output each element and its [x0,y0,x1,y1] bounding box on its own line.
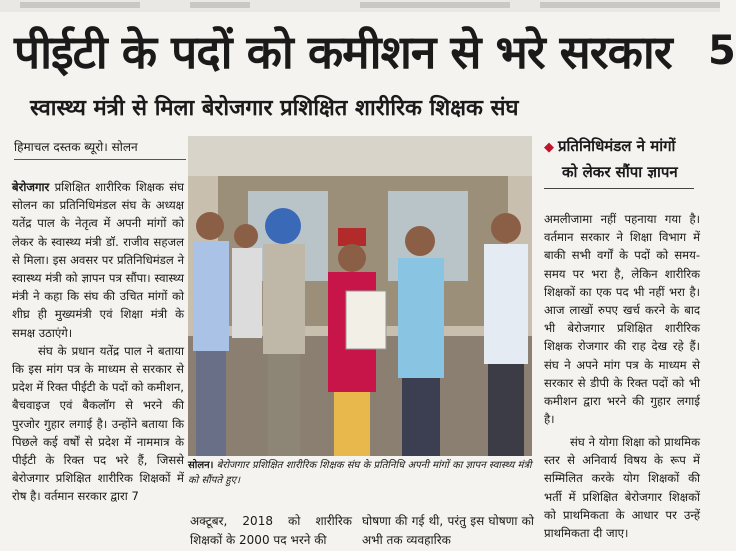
news-photo [188,136,532,456]
caption-text: बेरोजगार प्रशिक्षित शारीरिक शिक्षक संघ के प्रतिनिधि अपनी मांगों का ज्ञापन स्वास्थ्य मंत्री को सौंपते हुए। [188,460,532,486]
article-column-4: अमलीजामा नहीं पहनाया गया है। वर्तमान सरकार ने शिक्षा विभाग में बाकी सभी वर्गों के पदों को समय-समय पर भरा है, लेकिन शारीरिक शिक्षकों का एक पद भी नहीं भरा है। आज लाखों रुपए खर्च करने के बाद भी बेरोजगार प्रशिक्षित शारीरिक शिक्षक रोजगार की राह देख रहे हैं। संघ ने अपने मांग पत्र के माध्यम से सरकार से डीपी के रिक्त पदों को भी कमीशन द्वारा भरने की गुहार लगाई है। [544,212,700,427]
group-photo-illustration [188,136,532,456]
previous-page-strip [0,0,720,12]
lead-word: बेरोजगार [12,180,50,194]
article-column-3-start: घोषणा की गई थी, परंतु इस घोषणा को अभी तक व्यवहारिक [362,514,534,547]
adjacent-headline-fragment: 5 [708,28,736,74]
byline: हिमाचल दस्तक ब्यूरो। सोलन [14,138,186,160]
kicker-box [544,134,704,189]
paragraph-1: प्रशिक्षित शारीरिक शिक्षक संघ सोलन का प्रतिनिधिमंडल संघ के अध्यक्ष यतेंद्र पाल के नेतृत्व में अपनी मांगों को लेकर के स्वास्थ्य मंत्री डॉ. राजीव सहजल से मिला। इस अवसर पर प्रतिनिधिमंडल ने स्वास्थ्य मंत्री को ज्ञापन पत्र सौंपा। स्वास्थ्य मंत्री ने कहा कि संघ की उचित मांगों को शीघ्र ही मुख्यमंत्री एवं शिक्षा मंत्री के समक्ष उठाएंगे। [12,180,185,340]
kicker-line-2: को लेकर सौंपा ज्ञापन [562,163,678,181]
caption-place: सोलन। [188,460,214,471]
paragraph-2: संघ के प्रधान यतेंद्र पाल ने बताया कि इस मांग पत्र के माध्यम से सरकार से प्रदेश में रिक्त पीईटी के पदों को कमीशन, बैचवाइज एवं बैकलॉग से भरने की पुरजोर गुहार लगाई है। उन्होंने बताया कि पिछले कई वर्षों से प्रदेश में नाममात्र के पीईटी के रिक्त पद भरे हैं, जिससे बेरोजगार प्रशिक्षित शारीरिक शिक्षकों में रोष है। वर्तमान सरकार द्वारा 7 [12,343,184,504]
photo-caption [188,458,532,488]
diamond-bullet-icon: ◆ [544,140,554,155]
headline: पीईटी के पदों को कमीशन से भरे सरकार [14,25,672,79]
article-column-2-start: अक्टूबर, 2018 को शारीरिक शिक्षकों के 2000 पद भरने की [190,514,352,547]
kicker-line-1: प्रतिनिधिमंडल ने मांगों [558,137,676,155]
kicker-rule [544,188,694,189]
article-column-1 [12,178,184,506]
article-column-4-paragraph-2: संघ ने योगा शिक्षा को प्राथमिक स्तर से अनिवार्य विषय के रूप में सम्मिलित करके योग शिक्षकों की भर्ती में प्रशिक्षित बेरोजगार शिक्षकों को प्राथमिकता के आधार पर उन्हें प्राथमिकता दी जाए। [544,435,700,541]
subheadline: स्वास्थ्य मंत्री से मिला बेरोजगार प्रशिक्षित शारीरिक शिक्षक संघ [30,96,519,121]
